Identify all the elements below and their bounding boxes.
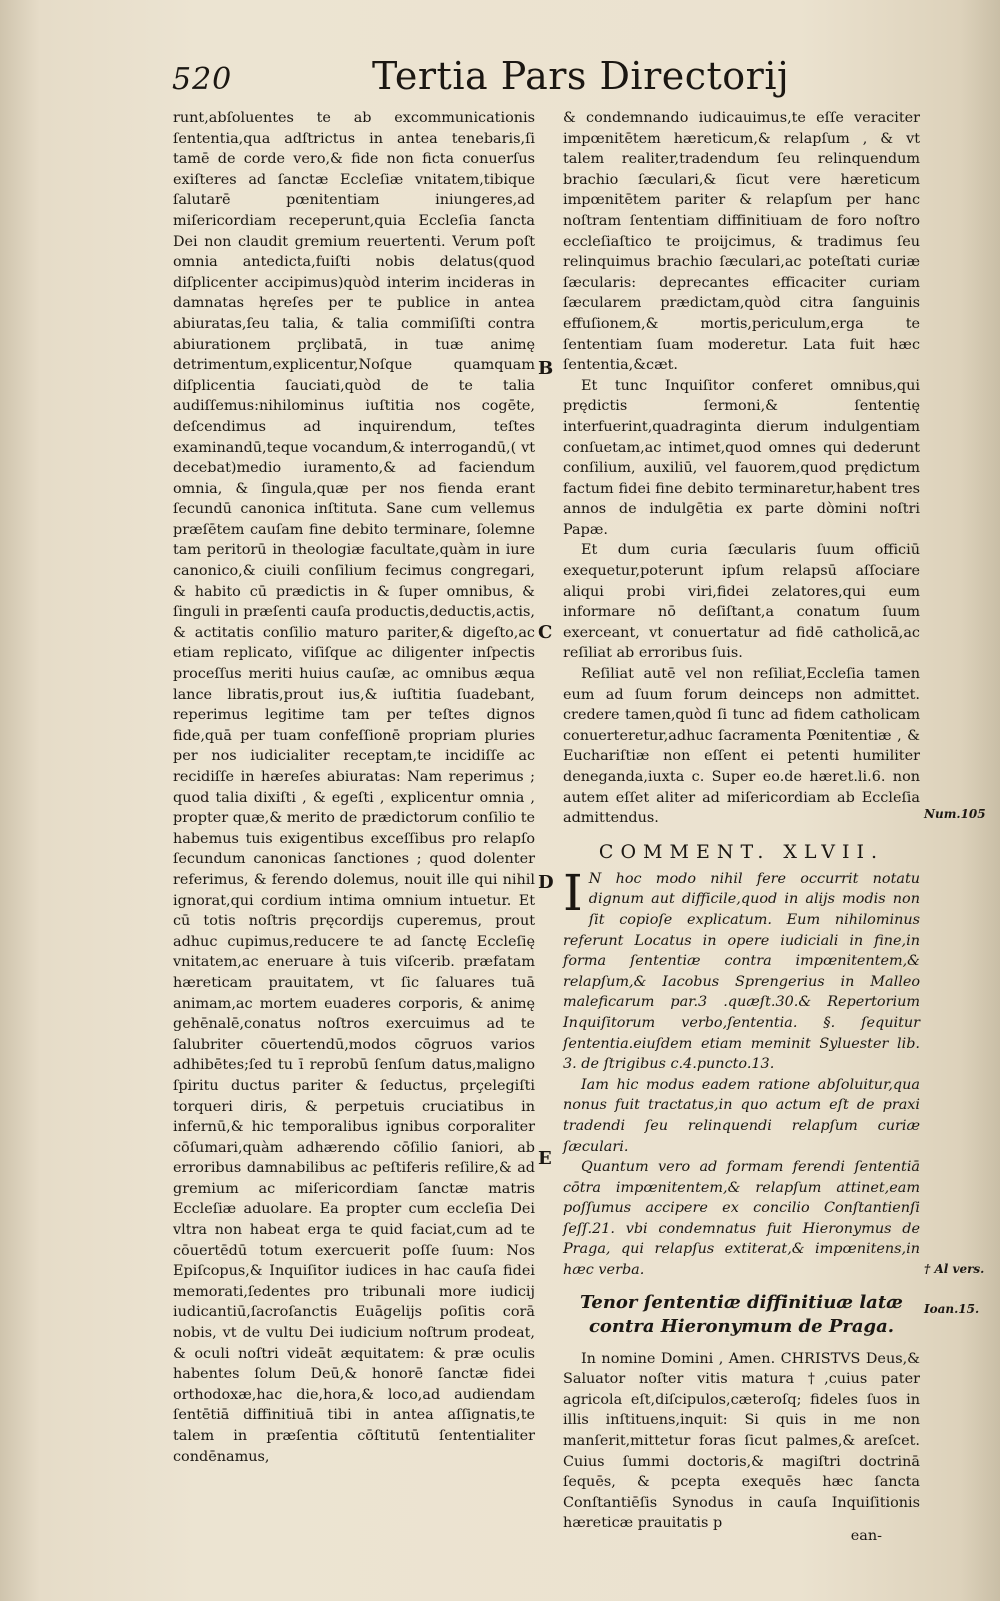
margin-note-ref-2: Ioan.15. [924, 1302, 980, 1316]
right-column [563, 108, 920, 1534]
margin-letter-d: D [538, 872, 554, 893]
right-paragraph-3: Et dum curia ſæcularis ſuum officiū exequetur,poterunt ipſum relapsū aſſociare aliqui probi viri,fidei zelatores,qui eum informare nō deſiſtant,a conatum ſuum exerceant, vt conuertatur ad fidē catholicā,ac reſiliat ab erroribus ſuis. [563, 542, 920, 662]
catchword: ean- [850, 1528, 882, 1544]
page-header [0, 52, 1000, 102]
left-column [173, 108, 535, 1467]
margin-letter-b: B [538, 358, 554, 379]
running-title: Tertia Pars Directorij [372, 54, 790, 98]
drop-cap: I [563, 863, 583, 922]
right-paragraph-5: In nomine Domini , Amen. CHRISTVS Deus,& Saluator noſter vitis matura †,cuius pater agricola eſt,diſcipulos,cæteroſq; fideles ſuos in illis inſtituens,inquit: Si quis in me non manſerit,mittetur foras ſicut palmes,& areſcet. Cuius ſummi doctoris,& magiſtri doctrinā ſequēs, & pcepta exequēs hæc ſancta Conſtantiēſis Synodus in cauſa Inquiſitionis hæreticæ prauitatis p [563, 1350, 920, 1532]
comment-paragraph-2: Iam hic modus eadem ratione abſoluitur,qua nonus fuit tractatus,in quo actum eſt de praxi tradendi ſeu relinquendi relapſum curiæ ſæculari. [563, 1076, 920, 1155]
comment-paragraph-1-text: N hoc modo nihil fere occurrit notatu dignum aut difficile,quod in alijs modis non ſit copioſe explicatum. Eum nihilominus referunt Locatus in opere iudiciali in fine,in forma ſententiæ contra impœnitentem,& relapſum,& Iacobus Sprengerius in Malleo maleficarum par.3 .quæſt.30.& Repertorium Inquiſitorum verbo,ſententia. §. ſequitur ſententia.eiuſdem etiam meminit Syluester lib. 3. de ſtrigibus c.4.puncto.13. [563, 870, 920, 1073]
right-paragraph-4: Reſiliat autē vel non reſiliat,Eccleſia tamen eum ad ſuum forum deinceps non admittet. credere tamen,quòd ſi tunc ad fidem catholicam conuerteretur,adhuc ſacramenta Pœnitentiæ , & Euchariſtiæ non eſſent ei petenti humiliter deneganda,iuxta c. Super eo.de hæret.li.6. non autem eſſet aliter ad miſericordiam ab Eccleſia admittendus. [563, 666, 920, 827]
margin-letter-c: C [538, 622, 553, 643]
comment-body [563, 863, 920, 1281]
margin-letter-e: E [538, 1148, 552, 1169]
sentence-subheading: Tenor ſententiæ diffinitiuæ latæ contra Hieronymum de Praga. [580, 1291, 903, 1337]
comment-heading: COMMENT. XLVII. [598, 840, 885, 863]
comment-paragraph-3: Quantum vero ad formam ferendi ſententiā cōtra impœnitentem,& relapſum attinet,eam poſſumus accipere ex concilio Conſtantienſi ſeſſ.21. vbi condemnatus fuit Hieronymus de Praga, qui relapſus extiterat,& impœnitens,in hæc verba. [563, 1159, 920, 1279]
right-paragraph-1: & condemnando iudicauimus,te eſſe veraciter impœnitētem hæreticum,& relapſum , & vt talem realiter,tradendum ſeu relinquendum brachio ſæculari,& ſicut vere hæreticum impœnitētem pariter & relapſum per hanc noſtram ſententiam diffinitiuam de foro noſtro eccleſiaſtico te proijcimus, & tradimus ſeu relinquimus brachio ſæculari,ac poteſtati curiæ ſæcularis: deprecantes efficaciter curiam ſæcularem prædictam,quòd citra ſanguinis effuſionem,& mortis,periculum,erga te ſententiam ſuam moderetur. Lata fuit hæc ſententia,&cæt. [563, 110, 920, 374]
right-paragraph-2: Et tunc Inquiſitor conferet omnibus,qui prędictis ſermoni,& ſententię interfuerint,quadraginta dierum indulgentiam conſuetam,ac intimet,quod omnes qui dederunt conſilium, auxiliū, vel fauorem,quod prędictum factum fidei fine debito terminaretur,habent tres annos de indulgētia ex parte dòmini noſtri Papæ. [563, 377, 920, 538]
margin-note-num: Num.105 [924, 807, 986, 821]
margin-note-ref-1: † Al vers. [924, 1262, 985, 1276]
page-number: 520 [172, 62, 233, 97]
comment-paragraph-1 [563, 863, 920, 1075]
left-column-text: runt,abſoluentes te ab excommunicationis ſententia,qua adſtrictus in antea tenebaris,ſi tamē de corde vero,& fide non ficta conuerſus exiſteres ad ſanctæ Eccleſiæ vnitatem,tibique ſalutarē pœnitentiam iniungeres,ad miſericordiam receperunt,quia Eccleſia ſancta Dei non claudit gremium reuertenti. Verum poſt omnia antedicta,fuiſti nobis delatus(quod diſplicenter accipimus)quòd interim incideras in damnatas hęreſes per te publice in antea abiuratas,ſeu talia, & talia commiſiſti contra abiurationem prçlibatā, in tuæ animę detrimentum,explicentur,Noſque quamquam diſplicentia ſauciati,quòd de te talia audiſſemus:nihilominus iuſtitia nos cogēte, deſcendimus ad inquirendum, teſtes examinandū,teque vocandum,& interrogandū,( vt decebat)medio iuramento,& ad faciendum omnia, & ſingula,quæ per nos fienda erant ſecundū canonica inſtituta. Sane cum vellemus præſētem cauſam fine debito terminare, ſolemne tam peritorū in theologiæ facultate,quàm in iure canonico,& ciuili conſilium fecimus congregari, & habito cū prædictis in & ſuper omnibus, & ſinguli in præſenti cauſa productis,deductis,actis, & actitatis conſilio maturo pariter,& digeſto,ac etiam replicato, viſiſque ac diligenter inſpectis proceſſus meriti huius cauſæ, ac omnibus æqua lance libratis,prout ius,& iuſtitia ſuadebant, reperimus legitime tam per teſtes dignos fide,quā per tuam confeſſionē propriam pluries per nos iudicialiter receptam,te incidiſſe ac recidiſſe in hæreſes abiuratas: Nam reperimus ; quod talia dixiſti , & egeſti , explicentur omnia , propter quæ,& merito de prædictorum conſilio te habemus tuis exigentibus exceſſibus pro relapſo ſecundum canonicas ſanctiones ; quod dolenter referimus, & ferendo dolemus, nouit ille qui nihil ignorat,qui cordium intima omnium intuetur. Et cū totis noſtris pręcordijs cuperemus, prout adhuc cupimus,reducere te ad ſanctę Eccleſię vnitatem,ac eneruare à tuis viſcerib. præfatam hæreticam prauitatem, vt ſic ſaluares tuā animam,ac mortem euaderes corporis, & animę gehēnalē,conatus noſtros exercuimus ad te ſalubriter cōuertendū,modos cōgruos varios adhibētes;ſed tu ī reprobū ſenſum datus,maligno ſpiritu ductus pariter & ſeductus, prçelegiſti torqueri diris, & perpetuis cruciatibus in infernū,& hic temporalibus ignibus corporaliter cōſumari,quàm adhærendo cōſilio ſaniori, ab erroribus damnabilibus ac peſtiferis reſilire,& ad gremium ac miſericordiam ſanctæ matris Eccleſiæ aduolare. Ea propter cum eccleſia Dei vltra non habeat erga te quid faciat,cum ad te cōuertēdū totum exercuerit poſſe ſuum: Nos Epiſcopus,& Inquiſitor iudices in hac cauſa fidei memorati,ſedentes pro tribunali more iudicij iudicantiū,ſacroſanctis Euāgelijs poſitis corā nobis, vt de vultu Dei iudicium noſtrum prodeat, & oculi noſtri videāt æquitatem: & præ oculis habentes ſolum Deū,& honorē ſanctæ fidei orthodoxæ,hac die,hora,& loco,ad audiendam ſentētiā diffinitiuā tibi in antea aſſignatis,te talem in præſentia cōſtitutū ſententialiter condēnamus, [173, 110, 535, 1465]
